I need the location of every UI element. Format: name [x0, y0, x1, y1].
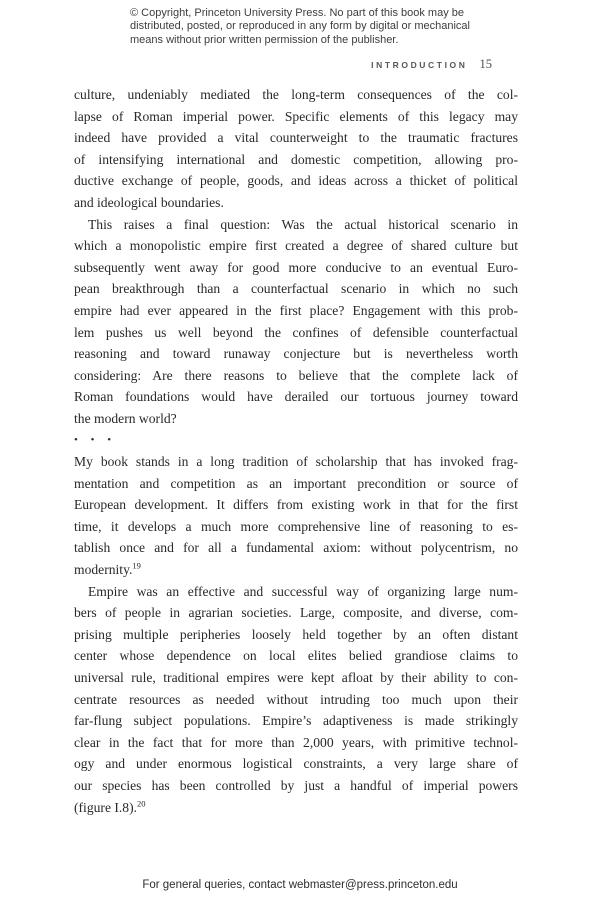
text-line: modernity.$^{19}$: [74, 560, 141, 578]
copyright-line: © Copyright, Princeton University Press. No part of this book may be: [130, 7, 464, 19]
text-line: our species has been controlled by just a handful of imperial powers: [74, 778, 518, 793]
footnote-reference: 20: [137, 798, 146, 809]
section-separator: • • •: [74, 433, 117, 446]
copyright-line: means without prior written permission of the publisher.: [130, 33, 399, 46]
text-line: lem pushes us well beyond the confines of defensible counterfactual: [74, 324, 518, 340]
text-line: considering: Are there reasons to believe that the complete lack of: [74, 367, 518, 383]
copyright-text-block: [130, 7, 470, 47]
text-line: of intensifying international and domestic competition, allowing pro-: [74, 151, 518, 167]
text-line: pean breakthrough than a counterfactual scenario in which no such: [74, 281, 518, 297]
text-line: center whose dependence on local elites belied grandiose claims to: [74, 648, 518, 664]
text-line: clear in the fact that for more than 2,000 years, with primitive technol-: [74, 734, 518, 750]
text-line: universal rule, traditional empires were kept afloat by their ability to con-: [74, 670, 518, 686]
text-line: Empire was an effective and successful way of organizing large num-: [88, 583, 518, 599]
text-line: mentation and competition as an important precondition or source of: [74, 475, 518, 491]
text-line: tablish once and for all a fundamental axiom: without polycentrism, no: [74, 540, 518, 556]
page-body: [74, 84, 518, 818]
paragraph: [74, 84, 518, 214]
text-line: ogy and under enormous logistical constraints, a very large share of: [74, 756, 518, 772]
text-line: the modern world?: [74, 410, 177, 426]
copyright-line: distributed, posted, or reproduced in any form by digital or mechanical: [130, 20, 470, 33]
text-line: European development. It differs from existing work in that for the first: [74, 497, 518, 513]
text-line: bers of people in agrarian societies. Large, composite, and diverse, com-: [74, 605, 518, 621]
text-line: and ideological boundaries.: [74, 194, 224, 210]
text-line: ductive exchange of people, goods, and ideas across a thicket of political: [74, 173, 518, 189]
text-line: indeed have provided a vital counterweight to the traumatic fractures: [74, 130, 518, 146]
page-number: 15: [479, 57, 492, 71]
text-line: prising multiple peripheries loosely held together by an often distant: [74, 626, 518, 642]
text-line: My book stands in a long tradition of scholarship that has invoked frag-: [74, 454, 518, 470]
text-line: far-flung subject populations. Empire’s adaptiveness is made strikingly: [74, 713, 518, 729]
text-line: (figure I.8).$^{20}$: [74, 798, 146, 815]
text-line: reasoning and toward runaway conjecture but is nevertheless worth: [74, 346, 518, 362]
text-line: time, it develops a much more comprehensive line of reasoning to es-: [74, 518, 518, 534]
copyright-notice: [0, 7, 600, 48]
paragraph: [74, 581, 518, 819]
text-line: This raises a final question: Was the actual historical scenario in: [88, 216, 518, 232]
running-header: [0, 55, 492, 73]
paragraph: [74, 451, 518, 581]
text-line: empire had ever appeared in the first place? Engagement with this prob-: [74, 302, 518, 318]
paragraph: [74, 214, 518, 430]
text-line: which a monopolistic empire first created a degree of shared culture but: [74, 238, 518, 254]
text-line: Roman foundations would have derailed our tortuous journey toward: [74, 389, 518, 405]
footer-contact-line: For general queries, contact webmaster@press.princeton.edu: [142, 879, 458, 891]
running-header-section-label: INTRODUCTION: [371, 60, 468, 70]
text-line: culture, undeniably mediated the long-term consequences of the col-: [74, 87, 518, 102]
footnote-reference: 19: [132, 560, 141, 571]
text-line: centrate resources as needed without intruding too much upon their: [74, 691, 518, 707]
text-line: subsequently went away for good more conducive to an eventual Euro-: [74, 259, 518, 275]
text-line: lapse of Roman imperial power. Specific elements of this legacy may: [74, 108, 518, 124]
